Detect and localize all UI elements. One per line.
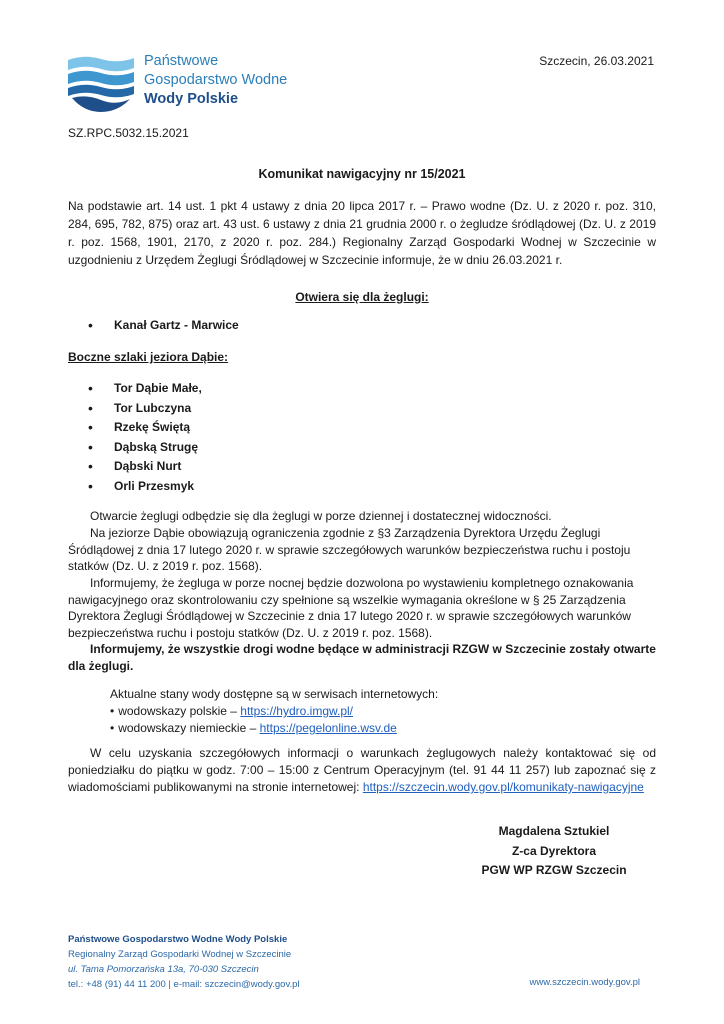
contact-paragraph: [68, 745, 656, 796]
footer-street: ul. Tama Pomorzańska 13a, 70-030 Szczecin: [68, 964, 259, 975]
intro-paragraph: Na podstawie art. 14 ust. 1 pkt 4 ustawy z dnia 20 lipca 2017 r. – Prawo wodne (Dz. U. z 2020 r. poz. 310, 284, 695, 782, 875) oraz art. 43 ust. 6 ustawy z dnia 21 grudnia 2000 r. o żegludze śródlądowej (Dz. U. z 2019 r. poz. 1568, 1901, 2170, z 2020 r. poz. 284.) Regionalny Zarząd Gospodarki Wodnej w Szczecinie w uzgodnieniu z Urzędem Żeglugi Śródlądowej w Szczecinie informuje, że w dniu 26.03.2021 r.: [68, 199, 656, 267]
reference-number: SZ.RPC.5032.15.2021: [68, 126, 189, 140]
water-levels-section: [110, 686, 438, 737]
signature-block: [454, 822, 654, 881]
contact-text: W celu uzyskania szczegółowych informacji o warunkach żeglugowych należy kontaktować się od poniedziałku do piątku w godz. 7:00 – 15:00 z Centrum Operacyjnym (tel. 91 44 11 257) lub zapoznać się z wiadomościami publikowanymi na stronie internetowej:: [68, 746, 656, 794]
footer-org-name: Państwowe Gospodarstwo Wodne Wody Polskie: [68, 934, 288, 945]
list-item: • Dąbski Nurt: [88, 457, 202, 477]
list-item: • Tor Dąbie Małe,: [88, 379, 202, 399]
list-item: • Tor Lubczyna: [88, 399, 202, 419]
wody-polskie-waves-logo-icon: [68, 54, 134, 114]
signatory-org: PGW WP RZGW Szczecin: [481, 863, 627, 877]
water-levels-german-label: wodowskazy niemieckie –: [118, 721, 257, 735]
hydro-imgw-link[interactable]: https://hydro.imgw.pl/: [240, 704, 353, 718]
list-item: • Kanał Gartz - Marwice: [88, 316, 239, 336]
komunikaty-link[interactable]: https://szczecin.wody.gov.pl/komunikaty-nawigacyjne: [362, 780, 644, 794]
footer-regional-office: Regionalny Zarząd Gospodarki Wodnej w Szczecinie: [68, 949, 292, 960]
paragraph-all-open: Informujemy, że wszystkie drogi wodne będące w administracji RZGW w Szczecinie zostały otwarte dla żeglugi.: [68, 642, 656, 673]
side-routes-heading: Boczne szlaki jeziora Dąbie:: [68, 350, 229, 364]
logo-text: [144, 52, 287, 109]
bullet-dot-icon: •: [110, 721, 115, 735]
paragraph-restrictions: Na jeziorze Dąbie obowiązują ograniczenia zgodnie z §3 Zarządzenia Dyrektora Urzędu Żeglugi Śródlądowej z dnia 17 lutego 2020 r. w sprawie szczegółowych warunków bezpieczeństwa ruchu i postoju statków (Dz. U. z 2019 r. poz. 1568).: [68, 526, 631, 573]
footer-website[interactable]: www.szczecin.wody.gov.pl: [529, 977, 640, 988]
opens-heading: Otwiera się dla żeglugi:: [295, 290, 429, 304]
logo-line-2: Gospodarstwo Wodne: [144, 72, 288, 88]
logo-line-3: Wody Polskie: [144, 91, 239, 107]
list-item: • Rzekę Świętą: [88, 418, 202, 438]
pegelonline-link[interactable]: https://pegelonline.wsv.de: [259, 721, 397, 735]
organization-logo: [68, 50, 288, 120]
document-date: Szczecin, 26.03.2021: [539, 54, 654, 68]
footer-contact: tel.: +48 (91) 44 11 200 | e-mail: szczecin@wody.gov.pl: [68, 979, 300, 990]
side-routes-list: [88, 379, 202, 496]
paragraph-daytime: Otwarcie żeglugi odbędzie się dla żeglugi w porze dziennej i dostatecznej widoczności.: [90, 509, 552, 523]
water-levels-polish-label: wodowskazy polskie –: [118, 704, 237, 718]
document-title: Komunikat nawigacyjny nr 15/2021: [258, 167, 466, 181]
logo-line-1: Państwowe: [144, 53, 219, 69]
list-item: • Dąbską Strugę: [88, 438, 202, 458]
water-levels-polish: [110, 703, 438, 720]
footer-address: [68, 932, 300, 992]
list-item: • Orli Przesmyk: [88, 477, 202, 497]
water-levels-german: [110, 720, 438, 737]
bullet-dot-icon: •: [110, 704, 115, 718]
opens-list: [88, 316, 239, 336]
signatory-name: Magdalena Sztukiel: [498, 824, 610, 838]
water-levels-intro: Aktualne stany wody dostępne są w serwisach internetowych:: [110, 687, 439, 701]
paragraph-night-navigation: Informujemy, że żegluga w porze nocnej będzie dozwolona po wystawieniu kompletnego oznakowania nawigacyjnego oraz skontrolowaniu czy spełnione są wszelkie wymagania określone w § 25 Zarządzenia Dyrektora Żeglugi Śródlądowej w Szczecinie z dnia 17 lutego 2020 r. w sprawie szczegółowych warunków bezpieczeństwa ruchu i postoju statków (Dz. U. z 2019 r. poz. 1568).: [68, 576, 634, 640]
signatory-role: Z-ca Dyrektora: [511, 843, 597, 858]
